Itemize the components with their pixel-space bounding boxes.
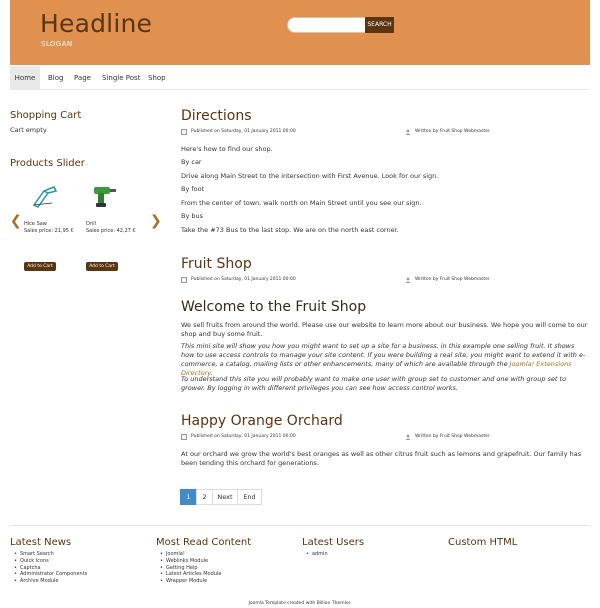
list-item[interactable]: • Joomla!: [160, 551, 221, 558]
published-date: Published on Saturday, 01 January 2011 00:00: [191, 277, 296, 282]
products-slider-title: Products Slider: [10, 158, 85, 169]
article-title-fruit-shop[interactable]: Fruit Shop: [181, 256, 252, 272]
latest-users-title: Latest Users: [302, 537, 365, 548]
footer-credit: Joomla Template created with Billion Themler.: [248, 601, 352, 606]
list-item[interactable]: • Archive Module: [14, 578, 87, 585]
footer-divider: [10, 525, 590, 526]
most-read-list: [160, 551, 221, 585]
cart-status: Cart empty: [10, 126, 47, 134]
search-button[interactable]: SEARCH: [365, 17, 394, 33]
add-to-cart-button[interactable]: Add to Cart: [24, 262, 56, 271]
published-date: Published on Saturday, 01 January 2011 00:00: [191, 129, 296, 134]
article-author: Written by Fruit Shop Webmaster: [415, 129, 490, 134]
extensions-directory-link[interactable]: Joomla! Extensions Directory: [181, 360, 572, 377]
calendar-icon: [181, 129, 187, 135]
nav-item-page[interactable]: Page: [74, 74, 91, 82]
list-item[interactable]: • Administrator Components: [14, 571, 87, 578]
drill-image[interactable]: [88, 181, 118, 211]
list-item[interactable]: • Wrapper Module: [160, 578, 221, 585]
most-read-title: Most Read Content: [156, 537, 252, 548]
calendar-icon: [181, 434, 187, 440]
article-text: Take the #73 Bus to the last stop. We are on the north east corner.: [181, 226, 399, 234]
paragraph-text: This mini site will show you how you might want to set up a site for a business, in this example one selling fruit. It shows how to use access controls to manage your site content. If you were building a real site, you might want to extend it with e-commerce, a catalog, mailing lists or other enhancements, many of which are available through the: [181, 342, 586, 368]
published-date: Published on Saturday, 01 January 2011 00:00: [191, 434, 296, 439]
article-author: Written by Fruit Shop Webmaster: [415, 434, 490, 439]
user-icon: [405, 434, 411, 440]
add-to-cart-button[interactable]: Add to Cart: [86, 262, 118, 271]
article-title-directions[interactable]: Directions: [181, 108, 252, 124]
main-nav: [10, 66, 590, 90]
article-text: By car: [181, 158, 202, 166]
article-text: By bus: [181, 212, 204, 220]
list-item[interactable]: • Latest Articles Module: [160, 571, 221, 578]
article-paragraph: At our orchard we grow the world's best oranges as well as other citrus fruit such as lemons and grapefruit. Our family has been tending this orchard for generations.: [181, 450, 582, 467]
paragraph-text: .: [210, 369, 213, 377]
article-author: Written by Fruit Shop Webmaster: [415, 277, 490, 282]
list-item[interactable]: • Getting Help: [160, 565, 221, 572]
user-icon: [405, 277, 411, 283]
nav-item-single-post[interactable]: Single Post: [102, 74, 141, 82]
nav-item-shop[interactable]: Shop: [148, 74, 166, 82]
pagination-page-1[interactable]: 1: [180, 489, 197, 505]
article-paragraph: We sell fruits from around the world. Please use our website to learn more about our business. We hope you will come to our shop and buy some fruit.: [181, 321, 588, 338]
pagination-page-2[interactable]: 2: [196, 489, 213, 505]
pagination-next[interactable]: Next: [212, 489, 238, 505]
list-item[interactable]: • Quick Icons: [14, 558, 87, 565]
site-headline[interactable]: Headline: [40, 9, 153, 38]
shopping-cart-title: Shopping Cart: [10, 110, 82, 121]
user-icon: [405, 129, 411, 135]
article-paragraph: [181, 342, 589, 378]
search-input[interactable]: [287, 17, 367, 33]
slider-prev-arrow[interactable]: ❮: [10, 213, 22, 229]
site-header: [10, 0, 590, 65]
article-text: Here's how to find our shop.: [181, 145, 273, 153]
product-name[interactable]: Drill: [86, 221, 97, 227]
list-item[interactable]: • Weblinks Module: [160, 558, 221, 565]
product-price: Sales price: 42,27 €: [86, 228, 136, 234]
latest-users-list: [306, 551, 328, 558]
latest-news-list: [14, 551, 87, 585]
list-item[interactable]: • Smart Search: [14, 551, 87, 558]
hice-saw-image[interactable]: [30, 183, 60, 213]
nav-item-home[interactable]: Home: [10, 66, 40, 90]
list-item[interactable]: • admin: [306, 551, 328, 558]
article-text: From the center of town, walk north on Main Street until you see our sign.: [181, 199, 422, 207]
latest-news-title: Latest News: [10, 537, 72, 548]
calendar-icon: [181, 277, 187, 283]
article-paragraph: To understand this site you will probably want to make one user with group set to customer and one with group set to grower. By logging in with different privileges you can see how access control works.: [181, 375, 567, 392]
article-text: Drive along Main Street to the intersection with First Avenue. Look for our sign.: [181, 172, 439, 180]
pagination-end[interactable]: End: [237, 489, 262, 505]
slider-next-arrow[interactable]: ❯: [150, 213, 162, 229]
article-subtitle: Welcome to the Fruit Shop: [181, 299, 367, 315]
product-price: Sales price: 21,95 €: [24, 228, 74, 234]
product-name[interactable]: Hice Saw: [24, 221, 47, 227]
custom-html-title: Custom HTML: [448, 537, 518, 548]
site-slogan: SLOGAN: [41, 40, 73, 48]
article-text: By foot: [181, 185, 205, 193]
article-title-orchard[interactable]: Happy Orange Orchard: [181, 413, 343, 429]
nav-item-blog[interactable]: Blog: [48, 74, 64, 82]
list-item[interactable]: • Captcha: [14, 565, 87, 572]
